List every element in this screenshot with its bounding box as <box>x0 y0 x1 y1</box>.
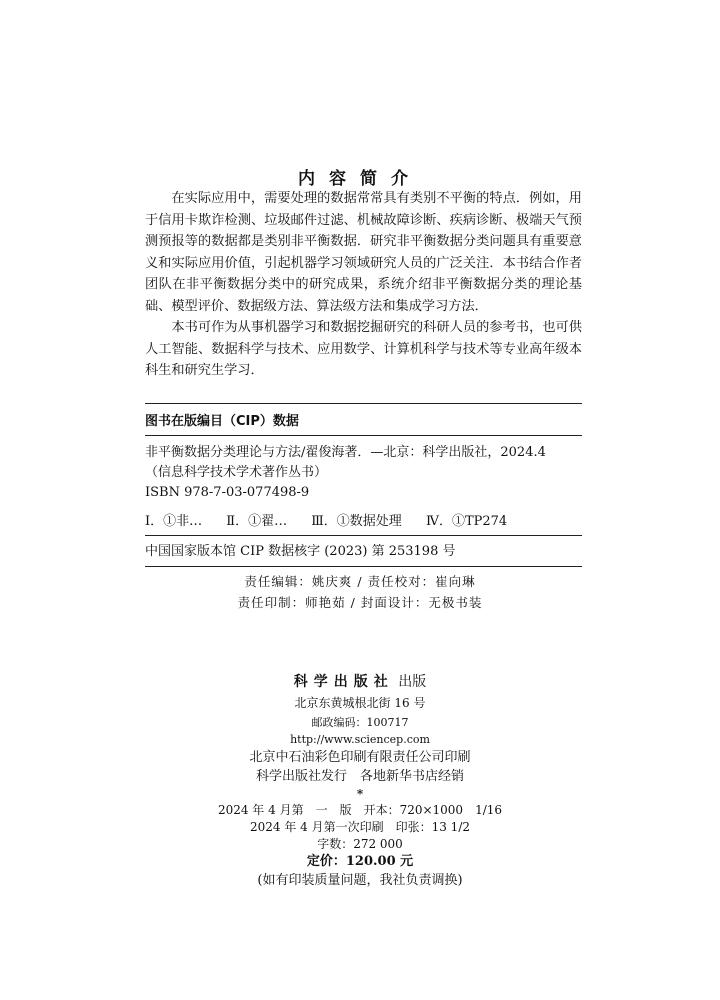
intro-paragraph: 本书可作为从事机器学习和数据挖掘研究的科研人员的参考书，也可供人工智能、数据科学与技术、应用数学、计算机科学与技术等专业高年级本科生和研究生学习． <box>145 320 582 378</box>
quality-notice: (如有印装质量问题，我社负责调换) <box>257 873 463 888</box>
intro-paragraph: 在实际应用中，需要处理的数据常常具有类别不平衡的特点．例如，用于信用卡欺诈检测、垃圾邮件过滤、机械故障诊断、疾病诊断、极端天气预测预报等的数据都是类别非平衡数据．研究非平衡数据分类问题具有重要意义和实际应用价值，引起机器学习领域研究人员的广泛关注．本书结合作者团队在非平衡数据分类中的研究成果，系统介绍非平衡数据分类的理论基础、模型评价、数据级方法、算法级方法和集成学习方法． <box>145 191 582 314</box>
cip-title-line: 非平衡数据分类理论与方法/翟俊海著．—北京：科学出版社，2024.4 <box>145 445 546 460</box>
cip-approval: 中国国家版本馆 CIP 数据核字 (2023) 第 253198 号 <box>145 544 456 559</box>
printing-line: 2024 年 4 月第一次印刷 印张：13 1/2 <box>249 820 470 834</box>
edition-line: 2024 年 4 月第 一 版 开本：720×1000 1/16 <box>217 803 503 817</box>
publisher-name-suffix: 出版 <box>398 674 427 690</box>
publisher-website: http://www.sciencep.com <box>290 733 430 746</box>
publisher-postcode: 邮政编码：100717 <box>311 716 409 729</box>
cip-bottom-rule <box>145 566 582 567</box>
cip-record <box>145 443 581 503</box>
cip-class-item: Ⅰ．①非… <box>145 514 203 529</box>
staff-editors: 责任编辑：姚庆爽 / 责任校对：崔向琳 <box>244 574 476 589</box>
cip-heading: 图书在版编目（CIP）数据 <box>145 414 299 429</box>
price: 定价：120.00 元 <box>306 854 414 869</box>
cip-heading-rule <box>145 435 582 436</box>
staff-production: 责任印制：师艳茹 / 封面设计：无极书装 <box>237 595 483 610</box>
publisher-distribution: 科学出版社发行 各地新华书店经销 <box>255 769 464 784</box>
cip-isbn: ISBN 978-7-03-077498-9 <box>145 485 310 500</box>
cip-top-rule <box>145 403 582 404</box>
intro-text <box>145 188 582 382</box>
publisher-name: 科学出版社 <box>293 674 394 690</box>
cip-mid-rule <box>145 535 582 536</box>
cip-class-item: Ⅱ．①翟… <box>226 514 288 529</box>
publisher-address: 北京东黄城根北街 16 号 <box>294 696 426 710</box>
intro-title: 内容简介 <box>298 169 422 189</box>
cip-series-line: （信息科学技术学术著作丛书） <box>145 465 328 480</box>
publisher-printer: 北京中石油彩色印刷有限责任公司印刷 <box>249 750 471 765</box>
separator-star: * <box>356 787 364 801</box>
cip-classification <box>145 512 581 532</box>
publisher-line <box>0 673 720 692</box>
cip-class-item: Ⅲ．①数据处理 <box>311 514 402 529</box>
cip-class-item: Ⅳ．①TP274 <box>425 514 508 529</box>
word-count: 字数：272 000 <box>317 837 403 851</box>
